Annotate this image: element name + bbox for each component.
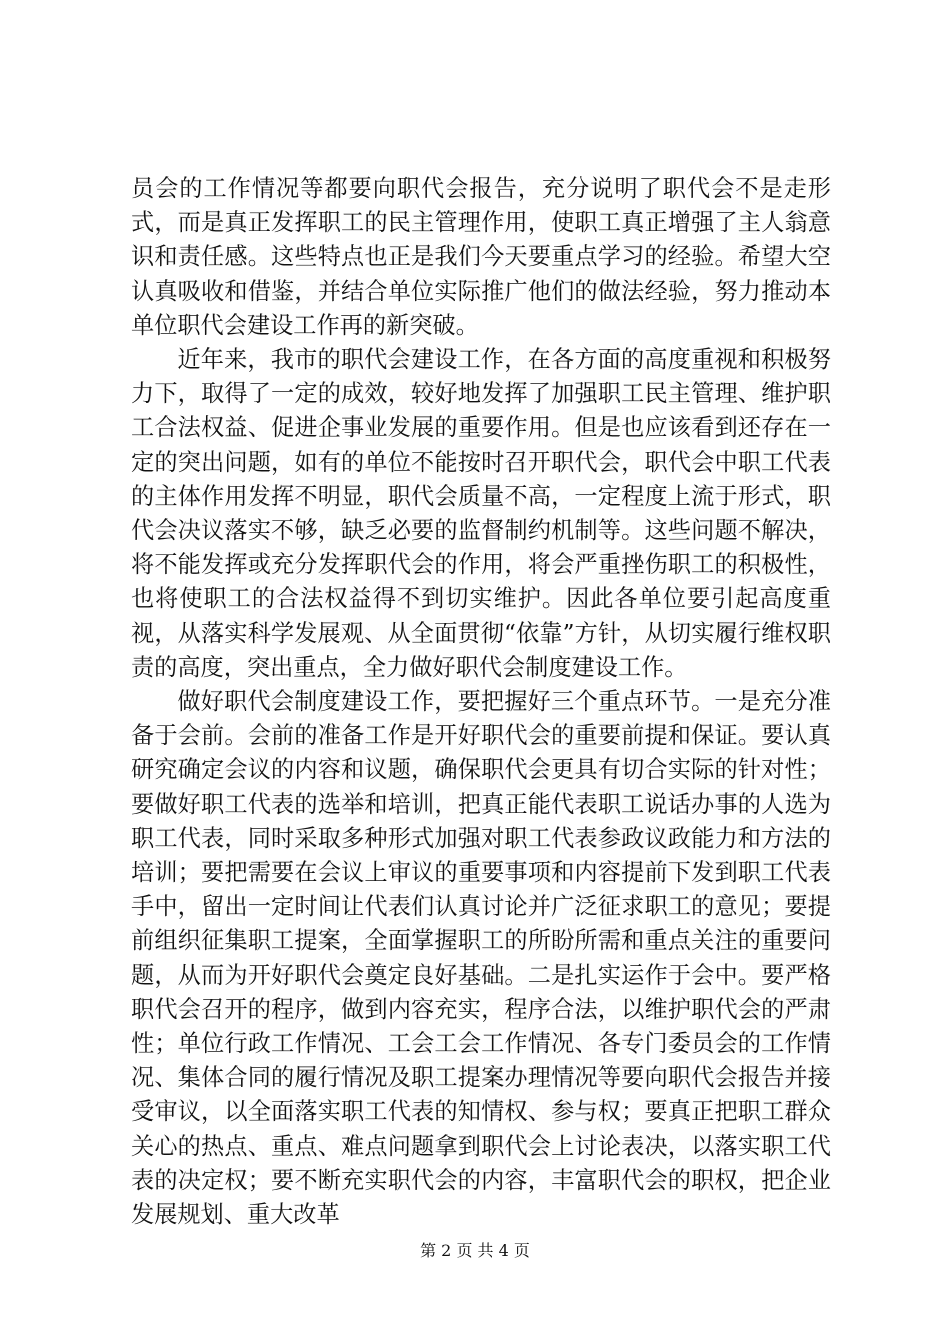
paragraph-2: 近年来，我市的职代会建设工作，在各方面的高度重视和积极努力下，取得了一定的成效，较好地发挥了加强职工民主管理、维护职工合法权益、促进企事业发展的重要作用。但是也应该看到还存在一定的突出问题，如有的单位不能按时召开职代会，职代会中职工代表的主体作用发挥不明显，职代会质量不高，一定程度上流于形式，职代会决议落实不够，缺乏必要的监督制约机制等。这些问题不解决，将不能发挥或充分发挥职代会的作用，将会严重挫伤职工的积极性，也将使职工的合法权益得不到切实维护。因此各单位要引起高度重视，从落实科学发展观、从全面贯彻“依靠”方针，从切实履行维权职责的高度，突出重点，全力做好职代会制度建设工作。 [131, 346, 831, 681]
document-body [131, 172, 831, 1232]
page-number-footer: 第 2 页 共 4 页 [420, 1241, 530, 1260]
paragraph-3: 做好职代会制度建设工作，要把握好三个重点环节。一是充分准备于会前。会前的准备工作是开好职代会的重要前提和保证。要认真研究确定会议的内容和议题，确保职代会更具有切合实际的针对性；要做好职工代表的选举和培训，把真正能代表职工说话办事的人选为职工代表，同时采取多种形式加强对职工代表参政议政能力和方法的培训；要把需要在会议上审议的重要事项和内容提前下发到职工代表手中，留出一定时间让代表们认真讨论并广泛征求职工的意见；要提前组织征集职工提案，全面掌握职工的所盼所需和重点关注的重要问题，从而为开好职代会奠定良好基础。二是扎实运作于会中。要严格职代会召开的程序，做到内容充实，程序合法，以维护职代会的严肃性；单位行政工作情况、工会工会工作情况、各专门委员会的工作情况、集体合同的履行情况及职工提案办理情况等要向职代会报告并接受审议，以全面落实职工代表的知情权、参与权；要真正把职工群众关心的热点、重点、难点问题拿到职代会上讨论表决，以落实职工代表的决定权；要不断充实职代会的内容，丰富职代会的职权，把企业发展规划、重大改革 [131, 688, 831, 1229]
paragraph-1: 员会的工作情况等都要向职代会报告，充分说明了职代会不是走形式，而是真正发挥职工的民主管理作用，使职工真正增强了主人翁意识和责任感。这些特点也正是我们今天要重点学习的经验。希望大空认真吸收和借鉴，并结合单位实际推广他们的做法经验，努力推动本单位职代会建设工作再的新突破。 [131, 175, 831, 339]
